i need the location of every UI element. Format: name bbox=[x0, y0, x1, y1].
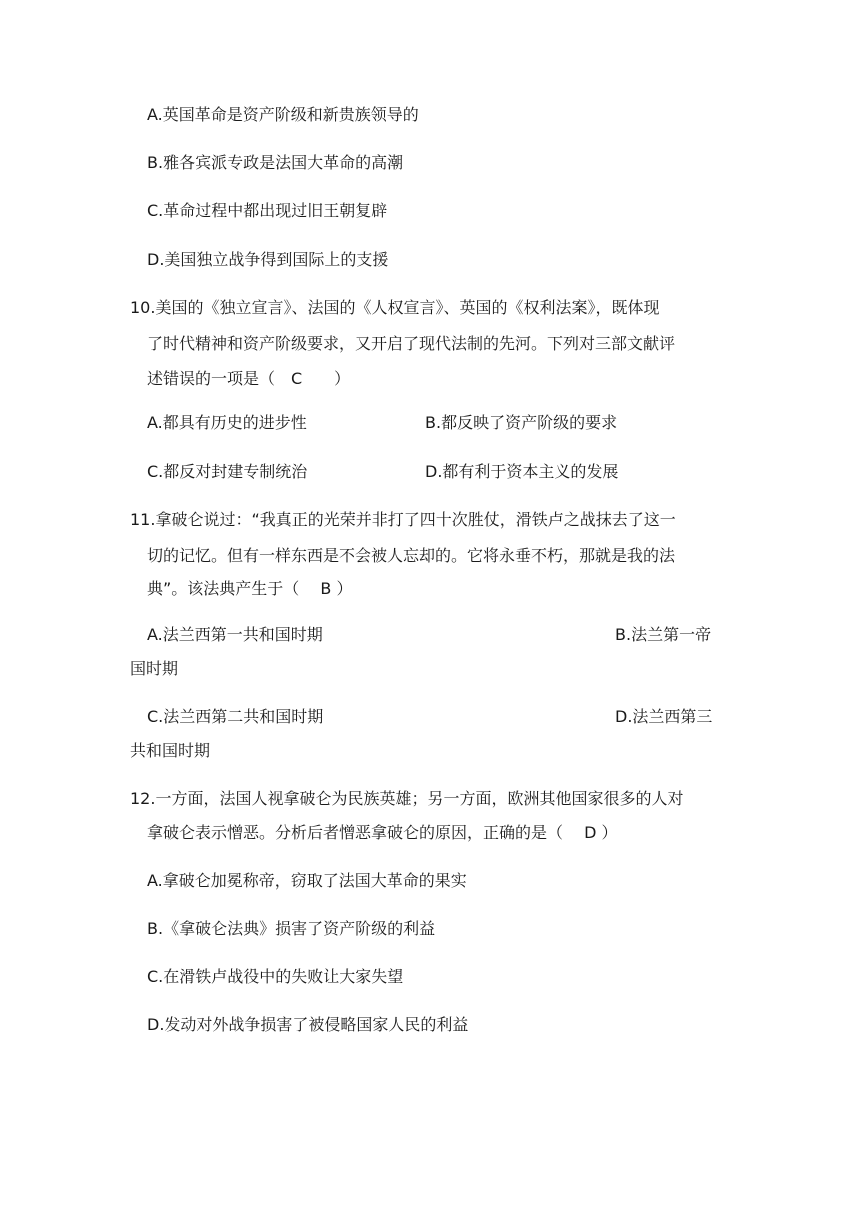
q12-option-d: D.发动对外战争损害了被侵略国家人民的利益 bbox=[147, 1015, 469, 1034]
q10-option-b: B.都反映了资产阶级的要求 bbox=[425, 413, 618, 432]
q11-option-a: A.法兰西第一共和国时期 bbox=[147, 625, 323, 644]
q10-stem-line-2: 了时代精神和资产阶级要求，又开启了现代法制的先河。下列对三部文献评 bbox=[147, 334, 676, 353]
q11-option-b-wrap: 国时期 bbox=[130, 659, 179, 678]
q12-option-c: C.在滑铁卢战役中的失败让大家失望 bbox=[147, 967, 404, 986]
prev-option-b: B.雅各宾派专政是法国大革命的高潮 bbox=[147, 153, 404, 172]
q12-stem-line-1: 12.一方面，法国人视拿破仑为民族英雄；另一方面，欧洲其他国家很多的人对 bbox=[130, 789, 684, 808]
q10-option-c: C.都反对封建专制统治 bbox=[147, 462, 308, 481]
q11-option-c: C.法兰西第二共和国时期 bbox=[147, 707, 324, 726]
q11-stem-line-3: 典”。该法典产生于（ B ） bbox=[147, 579, 353, 598]
prev-option-a: A.英国革命是资产阶级和新贵族领导的 bbox=[147, 105, 419, 124]
q10-option-d: D.都有利于资本主义的发展 bbox=[425, 462, 619, 481]
q11-stem-line-2: 切的记忆。但有一样东西是不会被人忘却的。它将永垂不朽，那就是我的法 bbox=[147, 546, 676, 565]
prev-option-c: C.革命过程中都出现过旧王朝复辟 bbox=[147, 201, 388, 220]
q10-stem-line-3: 述错误的一项是（ C ） bbox=[147, 369, 351, 388]
q11-option-d-wrap: 共和国时期 bbox=[130, 741, 211, 760]
prev-option-d: D.美国独立战争得到国际上的支援 bbox=[147, 250, 389, 269]
q12-stem-line-2: 拿破仑表示憎恶。分析后者憎恶拿破仑的原因，正确的是（ D ） bbox=[147, 823, 618, 842]
q10-option-a: A.都具有历史的进步性 bbox=[147, 413, 307, 432]
q10-stem-line-1: 10.美国的《独立宣言》、法国的《人权宣言》、英国的《权利法案》，既体现 bbox=[130, 298, 660, 317]
q11-option-b: B.法兰第一帝 bbox=[615, 625, 712, 644]
q11-stem-line-1: 11.拿破仑说过：“我真正的光荣并非打了四十次胜仗，滑铁卢之战抹去了这一 bbox=[130, 510, 676, 529]
q11-option-d: D.法兰西第三 bbox=[615, 707, 713, 726]
q12-option-a: A.拿破仑加冕称帝，窃取了法国大革命的果实 bbox=[147, 871, 467, 890]
q12-option-b: B.《拿破仑法典》损害了资产阶级的利益 bbox=[147, 919, 436, 938]
